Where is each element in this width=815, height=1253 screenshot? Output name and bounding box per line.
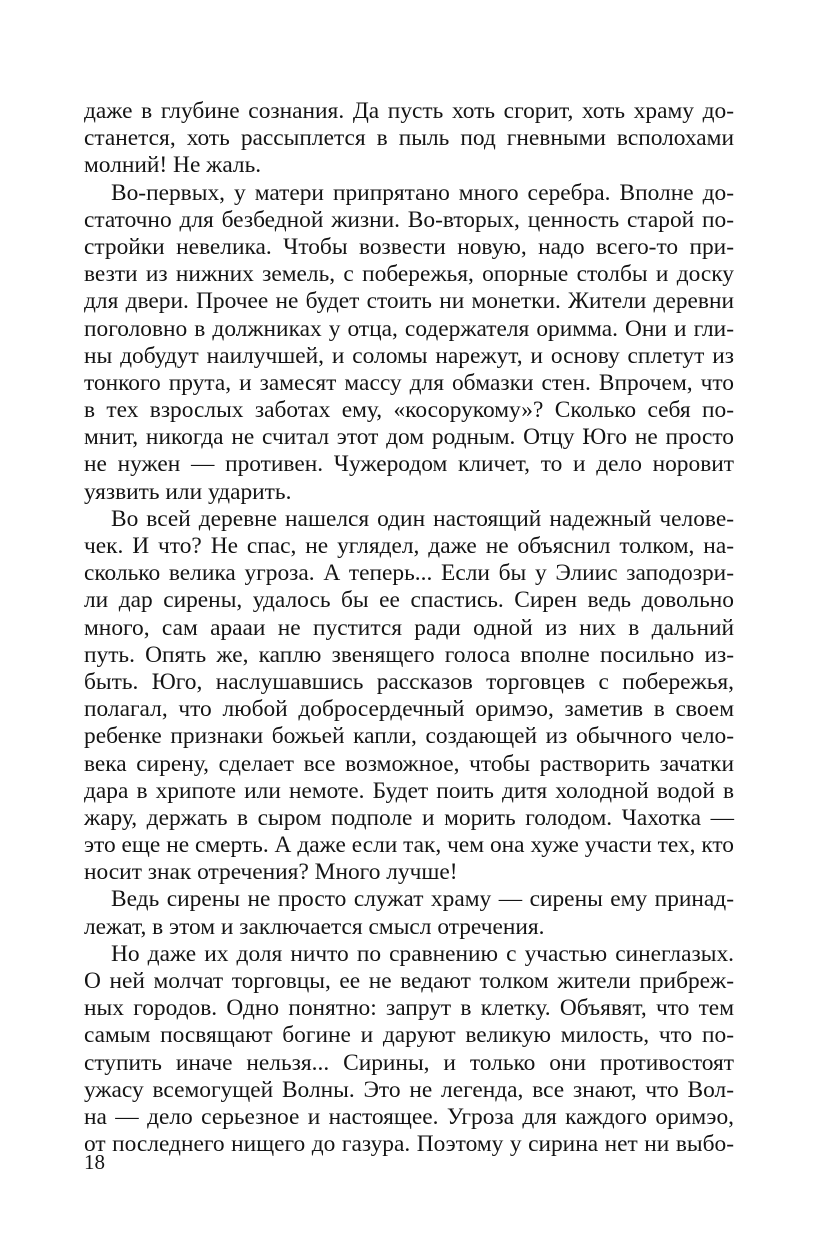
text-line: от последнего нищего до газура. Поэтому у сирина нет ни выбо- bbox=[84, 1131, 734, 1158]
text-line: мнит, никогда не считал этот дом родным. Отцу Юго не просто bbox=[84, 424, 734, 451]
text-line: самым посвящают богине и даруют великую милость, что по- bbox=[84, 1022, 734, 1049]
text-line: это еще не смерть. А даже если так, чем она хуже участи тех, кто bbox=[84, 832, 734, 859]
text-line: для двери. Прочее не будет стоить ни монетки. Жители деревни bbox=[84, 288, 734, 315]
text-line: в тех взрослых заботах ему, «косорукому»? Сколько себя по- bbox=[84, 397, 734, 424]
text-line: лежат, в этом и заключается смысл отречения. bbox=[84, 913, 545, 940]
text-line: уязвить или ударить. bbox=[84, 478, 292, 505]
text-line: ребенке признаки божьей капли, создающей из обычного чело- bbox=[84, 723, 734, 750]
text-line: ли дар сирены, удалось бы ее спастись. Сирен ведь довольно bbox=[84, 587, 734, 614]
text-line: станется, хоть рассыплется в пыль под гневными всполохами bbox=[84, 125, 734, 152]
text-line: века сирену, сделает все возможное, чтобы растворить зачатки bbox=[84, 750, 734, 777]
paragraph-start-line: Ведь сирены не просто служат храму — сирены ему принад- bbox=[111, 886, 734, 913]
text-line: О ней молчат торговцы, ее не ведают толком жители прибреж- bbox=[84, 968, 734, 994]
text-line: полагал, что любой добросердечный оримэо, заметив в своем bbox=[84, 696, 734, 723]
text-line: на — дело серьезное и настоящее. Угроза для каждого оримэо, bbox=[84, 1103, 734, 1130]
text-line: ных городов. Одно понятно: запрут в клетку. Объявят, что тем bbox=[84, 995, 734, 1022]
text-line: ны добудут наилучшей, и соломы нарежут, и основу сплетут из bbox=[84, 342, 734, 369]
text-line: тонкого прута, и замесят массу для обмазки стен. Впрочем, что bbox=[84, 369, 734, 396]
paragraph-start-line: Во всей деревне нашелся один настоящий надежный челове- bbox=[111, 505, 734, 532]
text-line: стройки невелика. Чтобы возвести новую, надо всего-то при- bbox=[84, 233, 734, 260]
text-line: ужасу всемогущей Волны. Это не легенда, все знают, что Вол- bbox=[84, 1076, 734, 1103]
text-line: везти из нижних земель, с побережья, опорные столбы и доску bbox=[84, 261, 734, 288]
text-line: много, сам арааи не пустится ради одной из них в дальний bbox=[84, 614, 734, 641]
page-number: 18 bbox=[84, 1150, 105, 1174]
paragraph-start-line: Во-первых, у матери припрятано много серебра. Вполне до- bbox=[111, 179, 734, 206]
text-line: носит знак отречения? Много лучше! bbox=[84, 859, 458, 886]
text-line: поголовно в должниках у отца, содержателя оримма. Они и гли- bbox=[84, 315, 734, 342]
text-line: статочно для безбедной жизни. Во-вторых, ценность старой по- bbox=[84, 206, 734, 233]
body-text bbox=[84, 98, 734, 1158]
text-line: даже в глубине сознания. Да пусть хоть сгорит, хоть храму до- bbox=[84, 98, 734, 124]
text-line: чек. И что? Не спас, не углядел, даже не объяснил толком, на- bbox=[84, 533, 734, 559]
text-line: путь. Опять же, каплю звенящего голоса вполне посильно из- bbox=[84, 641, 734, 668]
text-line: сколько велика угроза. А теперь... Если бы у Элиис заподозри- bbox=[84, 560, 734, 587]
text-line: не нужен — противен. Чужеродом кличет, то и дело норовит bbox=[84, 451, 734, 478]
text-line: ступить иначе нельзя... Сирины, и только они противостоят bbox=[84, 1049, 734, 1076]
text-line: быть. Юго, наслушавшись рассказов торговцев с побережья, bbox=[84, 668, 734, 695]
text-line: жару, держать в сыром подполе и морить голодом. Чахотка — bbox=[84, 804, 734, 831]
text-line: молний! Не жаль. bbox=[84, 152, 262, 179]
paragraph-start-line: Но даже их доля ничто по сравнению с участью синеглазых. bbox=[111, 940, 734, 967]
text-line: дара в хрипоте или немоте. Будет поить дитя холодной водой в bbox=[84, 777, 734, 804]
